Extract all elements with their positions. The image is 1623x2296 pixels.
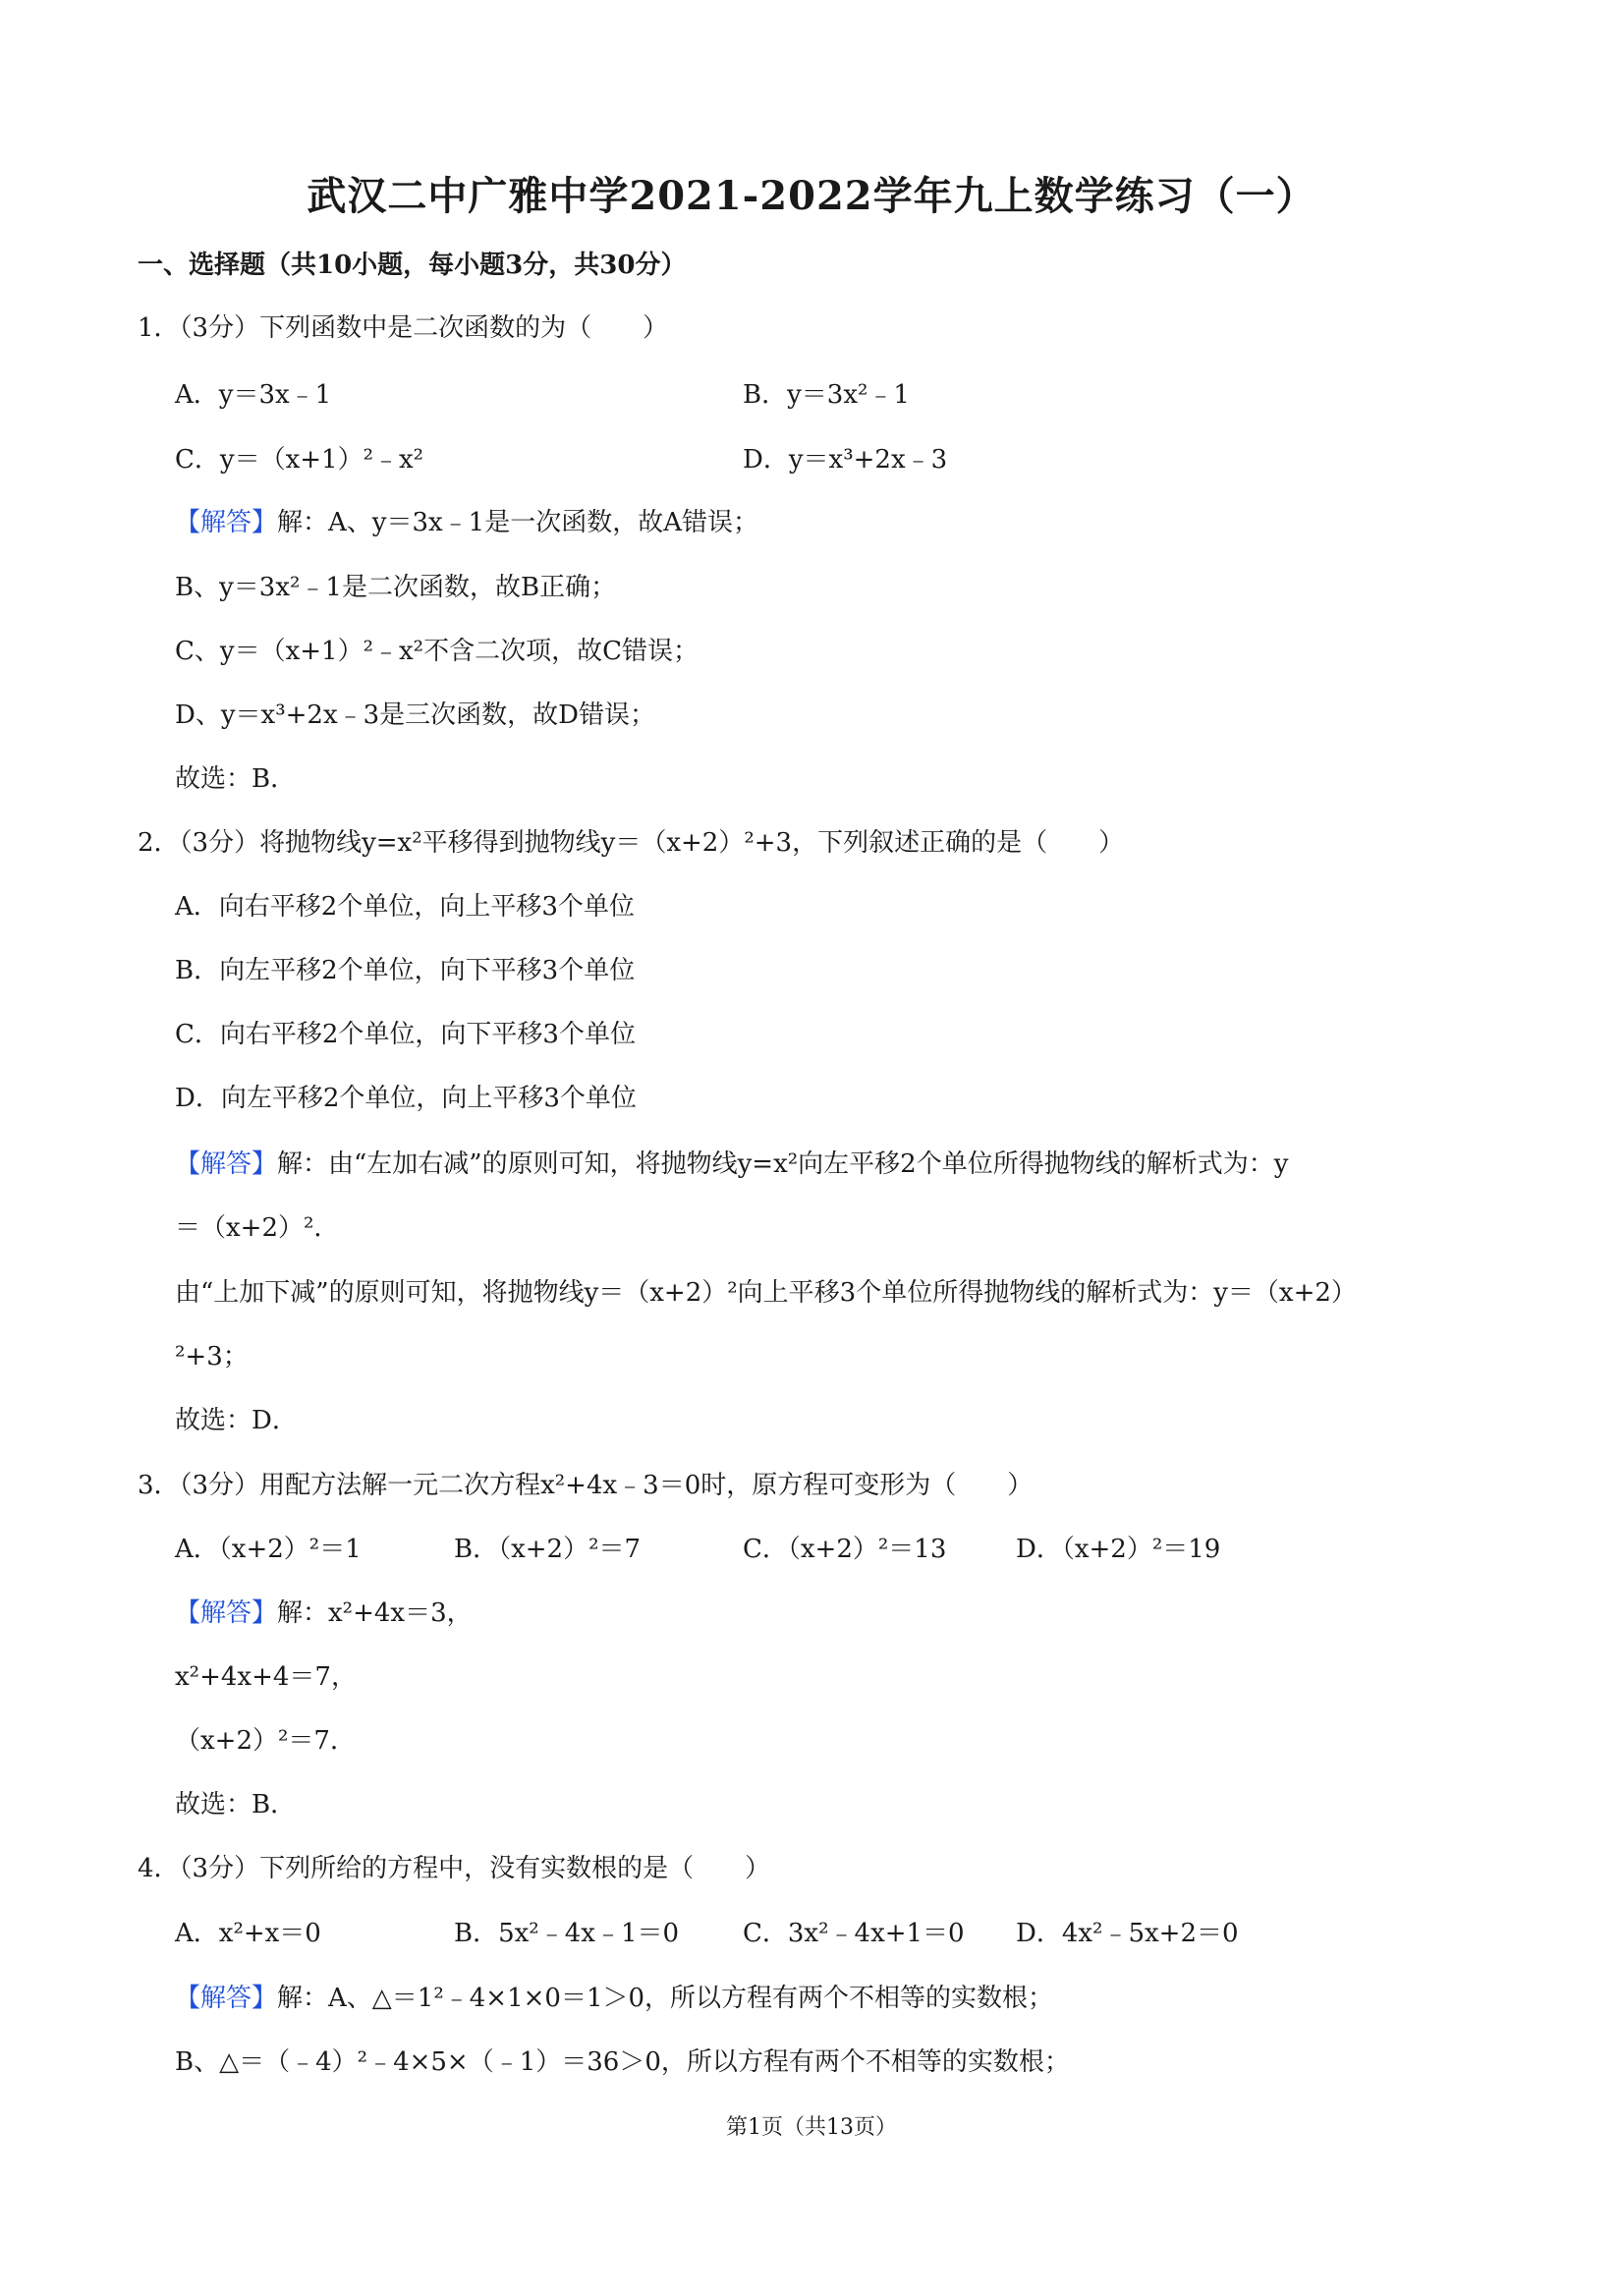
- q1-solution-line-1: [175, 505, 758, 540]
- q1-solution-line-4: D、y＝x³+2x﹣3是三次函数，故D错误；: [175, 700, 655, 730]
- q4-solution-line-1: [175, 1981, 1053, 2016]
- q3-option-b: B．（x+2）²＝7: [454, 1535, 642, 1564]
- section-heading: 一、选择题（共10小题，每小题3分，共30分）: [138, 251, 687, 280]
- q3-solution-text-1: 解：x²+4x＝3，: [277, 1598, 473, 1628]
- q2-solution-line-1: [175, 1147, 1288, 1182]
- q2-option-b: B．向左平移2个单位，向下平移3个单位: [175, 956, 636, 985]
- q4-option-a: A．x²+x＝0: [175, 1919, 321, 1948]
- q2-option-c: C．向右平移2个单位，向下平移3个单位: [175, 1020, 636, 1049]
- q2-solution-text-1: 解：由“左加右减”的原则可知，将抛物线y=x²向左平移2个单位所得抛物线的解析式为：y: [277, 1149, 1289, 1179]
- q4-option-c: C．3x²﹣4x+1＝0: [743, 1919, 965, 1948]
- answer-tag: 【解答】: [175, 1984, 278, 2013]
- question-3-stem: 3．（3分）用配方法解一元二次方程x²+4x﹣3＝0时，原方程可变形为（ ）: [138, 1471, 1034, 1500]
- q4-solution-text-1: 解：A、△＝1²﹣4×1×0＝1＞0，所以方程有两个不相等的实数根；: [277, 1984, 1054, 2013]
- q1-solution-line-5: 故选：B．: [175, 764, 297, 794]
- q3-option-a: A．（x+2）²＝1: [175, 1535, 362, 1564]
- q3-solution-line-4: 故选：B．: [175, 1790, 297, 1820]
- answer-tag: 【解答】: [175, 1598, 278, 1628]
- q2-solution-line-4: ²+3；: [175, 1342, 249, 1372]
- answer-tag: 【解答】: [175, 508, 278, 537]
- q3-option-c: C．（x+2）²＝13: [743, 1535, 947, 1564]
- q2-option-a: A．向右平移2个单位，向上平移3个单位: [175, 892, 635, 922]
- q4-option-b: B．5x²﹣4x﹣1＝0: [454, 1919, 680, 1948]
- q1-solution-line-3: C、y＝（x+1）²﹣x²不含二次项，故C错误；: [175, 637, 699, 666]
- q3-option-d: D．（x+2）²＝19: [1016, 1535, 1221, 1564]
- q1-option-b: B．y＝3x²﹣1: [743, 380, 910, 410]
- page-footer: 第1页（共13页）: [726, 2115, 897, 2140]
- q3-solution-line-3: （x+2）²＝7．: [175, 1726, 356, 1756]
- q3-solution-line-2: x²+4x+4＝7，: [175, 1662, 357, 1692]
- question-2-stem: 2．（3分）将抛物线y=x²平移得到抛物线y＝（x+2）²+3，下列叙述正确的是（ ）: [138, 828, 1125, 858]
- q1-option-a: A．y＝3x﹣1: [175, 380, 332, 410]
- q3-solution-line-1: [175, 1596, 473, 1631]
- q2-solution-line-2: ＝（x+2）²．: [175, 1213, 340, 1243]
- answer-tag: 【解答】: [175, 1149, 278, 1179]
- q2-option-d: D．向左平移2个单位，向上平移3个单位: [175, 1084, 637, 1113]
- q1-option-c: C．y＝（x+1）²﹣x²: [175, 445, 424, 475]
- q1-solution-text-1: 解：A、y＝3x﹣1是一次函数，故A错误；: [277, 508, 759, 537]
- q4-option-d: D．4x²﹣5x+2＝0: [1016, 1919, 1239, 1948]
- q4-solution-line-2: B、△＝（﹣4）²﹣4×5×（﹣1）＝36＞0，所以方程有两个不相等的实数根；: [175, 2047, 1070, 2077]
- q2-solution-line-5: 故选：D．: [175, 1406, 298, 1435]
- page-title: 武汉二中广雅中学2021-2022学年九上数学练习（一）: [307, 173, 1316, 219]
- question-1-stem: 1．（3分）下列函数中是二次函数的为（ ）: [138, 313, 669, 343]
- question-4-stem: 4．（3分）下列所给的方程中，没有实数根的是（ ）: [138, 1854, 771, 1883]
- q1-option-d: D．y＝x³+2x﹣3: [743, 445, 948, 475]
- q2-solution-line-3: 由“上加下减”的原则可知，将抛物线y＝（x+2）²向上平移3个单位所得抛物线的解析式为：y＝（x+2）: [175, 1278, 1357, 1308]
- q1-solution-line-2: B、y＝3x²﹣1是二次函数，故B正确；: [175, 573, 617, 602]
